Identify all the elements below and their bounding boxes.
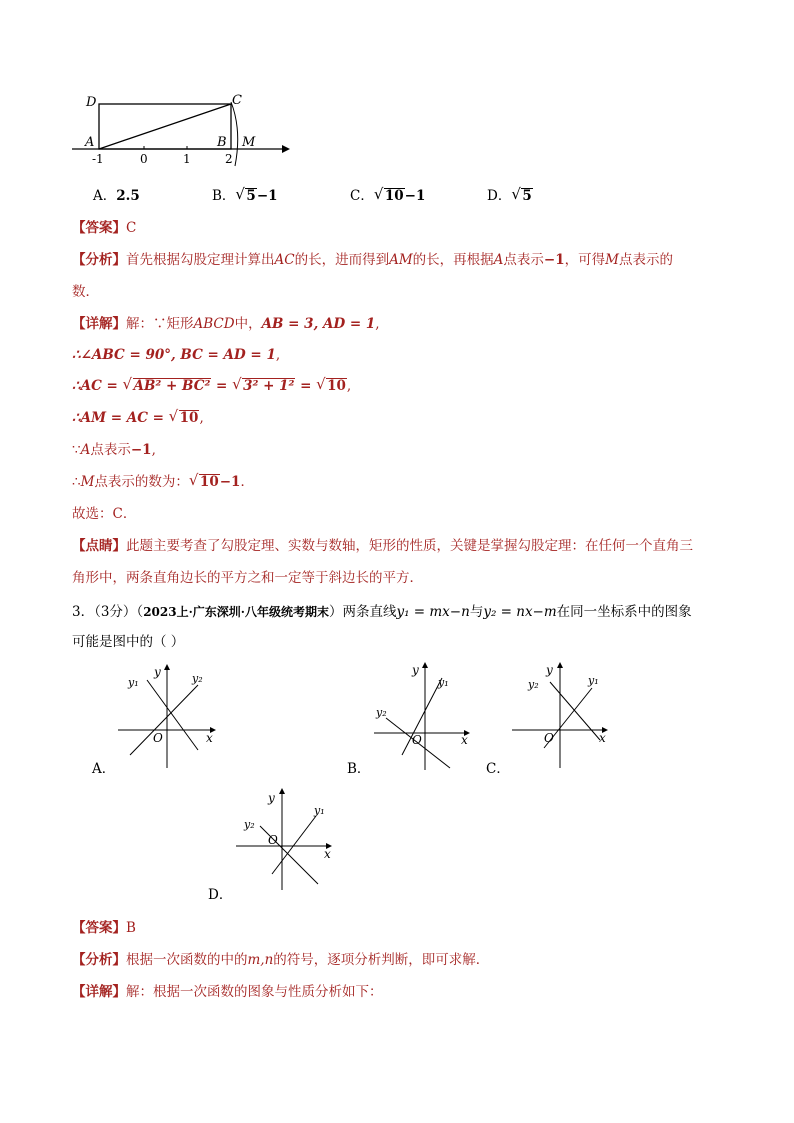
- q2-detail-line6: ∴M点表示的数为：√ 10−1．: [72, 472, 254, 492]
- q3-stem-line1: 3．（3分）（2023上·广东深圳·八年级统考期末）两条直线y₁ = mx−n与y₂ = nx−m在同一坐标系中的图象: [72, 604, 692, 620]
- q2-option-d: D．√ 5: [487, 186, 533, 206]
- q2-detail-line3: ∴AC = √ AB² + BC² = √ 3² + 1² = √ 10,: [72, 376, 351, 396]
- label-D: D: [86, 95, 97, 110]
- graph-b-y-label: y: [412, 663, 419, 677]
- graph-a-origin: O: [153, 731, 163, 745]
- label-C: C: [232, 93, 242, 108]
- graph-d-y-label: y: [268, 791, 275, 805]
- graph-b-origin: O: [412, 733, 422, 747]
- graph-c-y2-label: y₂: [528, 678, 539, 691]
- graph-d-y2-label: y₂: [244, 818, 255, 831]
- q2-answer-line: 【答案】C: [72, 220, 137, 236]
- graph-c-y1-label: y₁: [588, 674, 599, 687]
- graph-b-x-label: x: [461, 733, 468, 747]
- q2-analysis-line2: 数．: [72, 284, 99, 300]
- q2-detail-line2: ∴∠ABC = 90°, BC = AD = 1,: [72, 347, 281, 363]
- q2-comment-line2: 角形中，两条直角边长的平方之和一定等于斜边长的平方．: [72, 570, 423, 586]
- graph-b-y1-label: y₁: [438, 676, 449, 689]
- tick-2: 2: [225, 152, 233, 166]
- q2-option-b: B．√ 5−1: [212, 186, 278, 206]
- q3-option-c: C．: [486, 761, 510, 777]
- graph-c-x-label: x: [599, 731, 606, 745]
- q2-comment-line1: 【点睛】此题主要考查了勾股定理、实数与数轴，矩形的性质，关键是掌握勾股定理：在任何一个直角三: [72, 538, 693, 554]
- q2-detail-line1: 【详解】解：∵矩形ABCD中，AB = 3, AD = 1,: [72, 316, 380, 332]
- label-A: A: [85, 135, 95, 150]
- q2-choose-line: 故选：C．: [72, 506, 137, 522]
- q3-option-d: D．: [208, 887, 233, 903]
- q2-detail-line5: ∵A点表示−1,: [72, 442, 156, 458]
- q2-analysis-line1: 【分析】首先根据勾股定理计算出AC的长，进而得到AM的长，再根据A点表示−1，可得M点表示的: [72, 252, 673, 268]
- q3-analysis-line: 【分析】根据一次函数的中的m,n的符号，逐项分析判断，即可求解．: [72, 952, 490, 968]
- q3-stem-line2: 可能是图中的（ ）: [72, 634, 185, 650]
- q3-option-a: A．: [92, 761, 116, 777]
- graph-b-y2-label: y₂: [376, 706, 387, 719]
- graph-a-x-label: x: [206, 731, 213, 745]
- q3-graph-a: [110, 660, 220, 772]
- label-B: B: [217, 135, 227, 150]
- q3-graph-d: [230, 786, 340, 892]
- graph-a-y1-label: y₁: [128, 676, 139, 689]
- tick-neg1: -1: [92, 152, 104, 166]
- label-M: M: [242, 135, 256, 150]
- q2-option-a: A．2.5: [93, 188, 140, 204]
- graph-a-y2-label: y₂: [192, 672, 203, 685]
- rectangle-number-line-figure: [70, 90, 300, 170]
- q3-answer-line: 【答案】B: [72, 920, 136, 936]
- graph-d-y1-label: y₁: [314, 804, 325, 817]
- q3-graph-b: [370, 660, 480, 772]
- graph-c-y-label: y: [546, 663, 553, 677]
- q2-detail-line4: ∴AM = AC = √ 10,: [72, 408, 204, 428]
- q3-graph-c: [508, 660, 618, 772]
- graph-d-origin: O: [268, 833, 278, 847]
- tick-0: 0: [140, 152, 148, 166]
- q3-option-b: B．: [347, 761, 371, 777]
- q2-option-c: C．√ 10−1: [350, 186, 425, 206]
- graph-c-origin: O: [544, 731, 554, 745]
- q3-detail-line: 【详解】解：根据一次函数的图象与性质分析如下：: [72, 984, 383, 1000]
- tick-1: 1: [183, 152, 191, 166]
- graph-a-y-label: y: [154, 665, 161, 679]
- graph-d-x-label: x: [324, 847, 331, 861]
